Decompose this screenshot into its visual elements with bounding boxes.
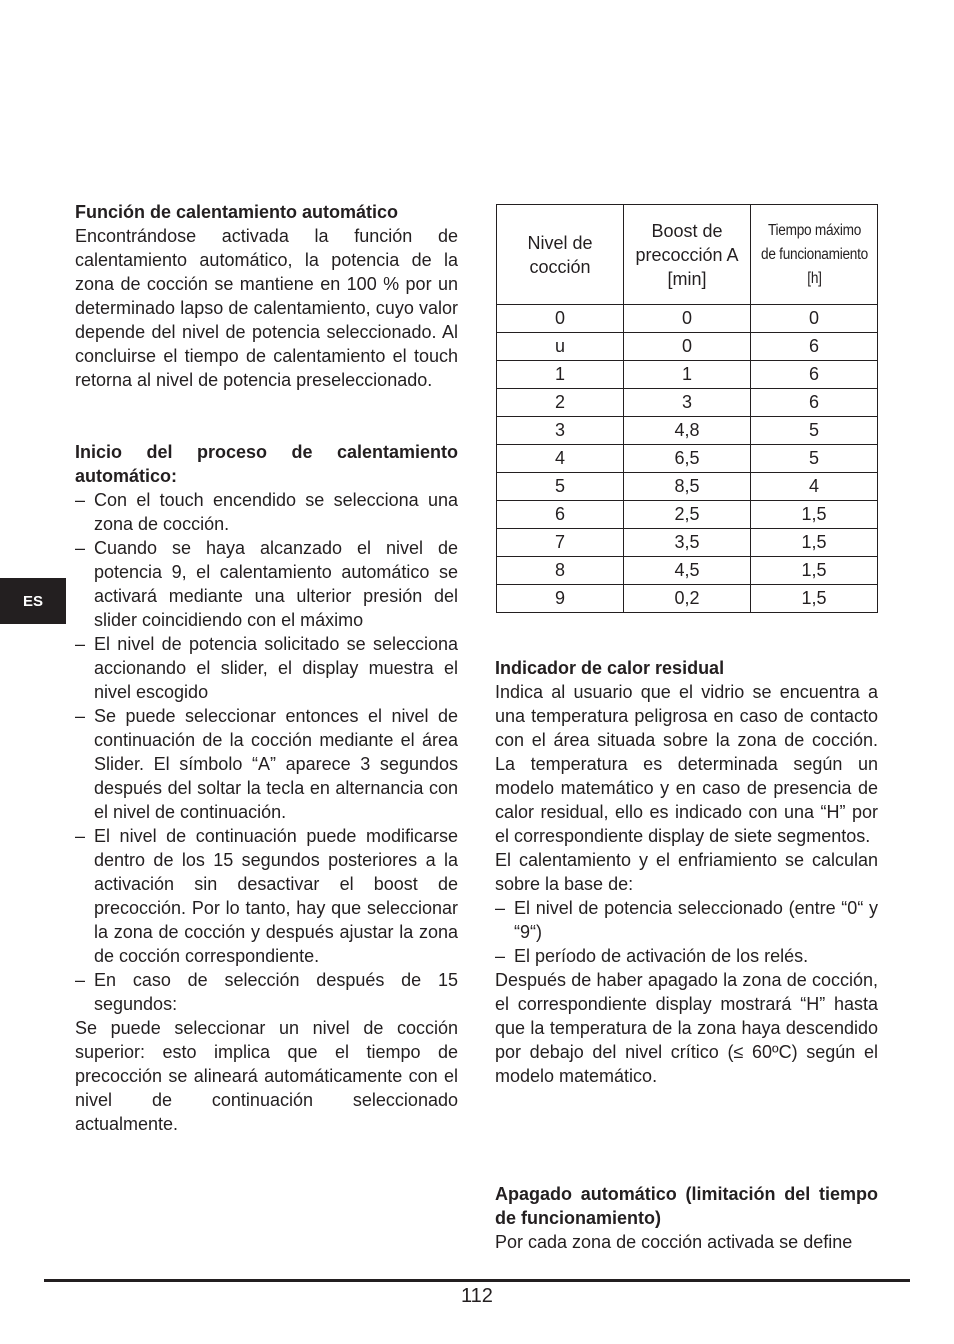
auto-heat-closing: Se puede seleccionar un nivel de cocción superior: esto implica que el tiempo de precocción se alineará automáticamente con el nivel de continuación seleccionado actualmente. [75,1018,458,1134]
right-column-residual [495,656,878,1088]
table-row [497,389,878,417]
table-cell: 0 [624,333,751,361]
table-cell: u [497,333,624,361]
table-cell: 6 [751,361,878,389]
table-body [497,305,878,613]
table-cell: 1,5 [751,529,878,557]
table-row [497,585,878,613]
table-row [497,557,878,585]
list-item: – Cuando se haya alcanzado el nivel de potencia 9, el calentamiento automático se activará mediante una ulterior presión del slider coincidiendo con el máximo [75,538,458,630]
table-cell: 1,5 [751,585,878,613]
list-item: – En caso de selección después de 15 segundos: [75,970,458,1014]
table-cell: 0 [497,305,624,333]
table-cell: 7 [497,529,624,557]
table-cell: 1 [624,361,751,389]
table-cell: 1,5 [751,501,878,529]
residual-heat-calc: El calentamiento y el enfriamiento se calculan sobre la base de: [495,850,878,894]
header-cooking-level: Nivel de cocción [497,205,624,305]
table-cell: 3,5 [624,529,751,557]
table-cell: 5 [751,417,878,445]
auto-heat-steps-list [75,488,458,1016]
language-tab: ES [0,578,66,624]
table-row [497,445,878,473]
table-cell: 2 [497,389,624,417]
residual-heat-body: Indica al usuario que el vidrio se encuentra a una temperatura peligrosa en caso de contacto con el área situada sobre la zona de cocción. La temperatura es determinada según un modelo matemático y en caso de presencia de calor residual, ello es indicado con una “H” por el correspondiente display de siete segmentos. [495,682,878,846]
table-cell: 0 [624,305,751,333]
table-cell: 8,5 [624,473,751,501]
table-cell: 5 [751,445,878,473]
table-cell: 3 [624,389,751,417]
auto-off-heading: Apagado automático (limitación del tiempo de funcionamiento) [495,1184,878,1228]
table-cell: 4 [751,473,878,501]
table-row [497,417,878,445]
footer-divider [44,1279,910,1282]
table-cell: 8 [497,557,624,585]
list-item: – El nivel de potencia seleccionado (entre “0“ y “9“) [495,898,878,942]
auto-heat-body: Encontrándose activada la función de calentamiento automático, la potencia de la zona de cocción se mantiene en 100 % por un determinado lapso de calentamiento, cuyo valor depende del nivel de potencia seleccionado. Al concluirse el tiempo de calentamiento el touch retorna al nivel de potencia preseleccionado. [75,226,458,390]
table-row [497,361,878,389]
table-cell: 6 [751,389,878,417]
header-max-time: Tiempo máximo de funcionamiento [h] [758,205,870,305]
page-number: 112 [461,1285,493,1307]
right-column-auto-off [495,1182,878,1254]
table-row [497,501,878,529]
table-cell: 2,5 [624,501,751,529]
auto-heat-start-heading: Inicio del proceso de calentamiento automático: [75,442,458,486]
table-cell: 6,5 [624,445,751,473]
table-cell: 1,5 [751,557,878,585]
left-column [75,200,458,1136]
table-cell: 4,8 [624,417,751,445]
residual-heat-factors-list [495,896,878,968]
table-cell: 6 [497,501,624,529]
residual-heat-display: Después de haber apagado la zona de cocción, el correspondiente display mostrará “H” hasta que la temperatura de la zona haya descendido por debajo del nivel crítico (≤ 60ºC) según el modelo matemático. [495,970,878,1086]
residual-heat-heading: Indicador de calor residual [495,658,725,678]
table-cell: 6 [751,333,878,361]
table-header-row [497,205,878,305]
list-item: – El nivel de continuación puede modificarse dentro de los 15 segundos posteriores a la activación sin desactivar el boost de precocción. Por lo tanto, hay que seleccionar la zona de cocción y después ajustar la zona de cocción correspondiente. [75,826,458,966]
table-cell: 4 [497,445,624,473]
auto-off-body: Por cada zona de cocción activada se define [495,1232,853,1252]
list-item: – Se puede seleccionar entonces el nivel de continuación de la cocción mediante el área Slider. El símbolo “A” aparece 3 segundos después del soltar la tecla en alternancia con el nivel de continuación. [75,706,458,822]
table-cell: 5 [497,473,624,501]
list-item: – El nivel de potencia solicitado se selecciona accionando el slider, el display muestra el nivel escogido [75,634,458,702]
table-cell: 0,2 [624,585,751,613]
table-row [497,305,878,333]
cooking-level-table [496,204,878,613]
table-cell: 4,5 [624,557,751,585]
list-item: – Con el touch encendido se selecciona una zona de cocción. [75,490,458,534]
table-cell: 1 [497,361,624,389]
auto-heat-heading: Función de calentamiento automático [75,202,399,222]
list-item: – El período de activación de los relés. [495,946,809,966]
table-cell: 0 [751,305,878,333]
table-row [497,473,878,501]
table-row [497,333,878,361]
table-row [497,529,878,557]
header-boost: Boost de precocción A [min] [624,205,751,305]
table-cell: 3 [497,417,624,445]
table-cell: 9 [497,585,624,613]
